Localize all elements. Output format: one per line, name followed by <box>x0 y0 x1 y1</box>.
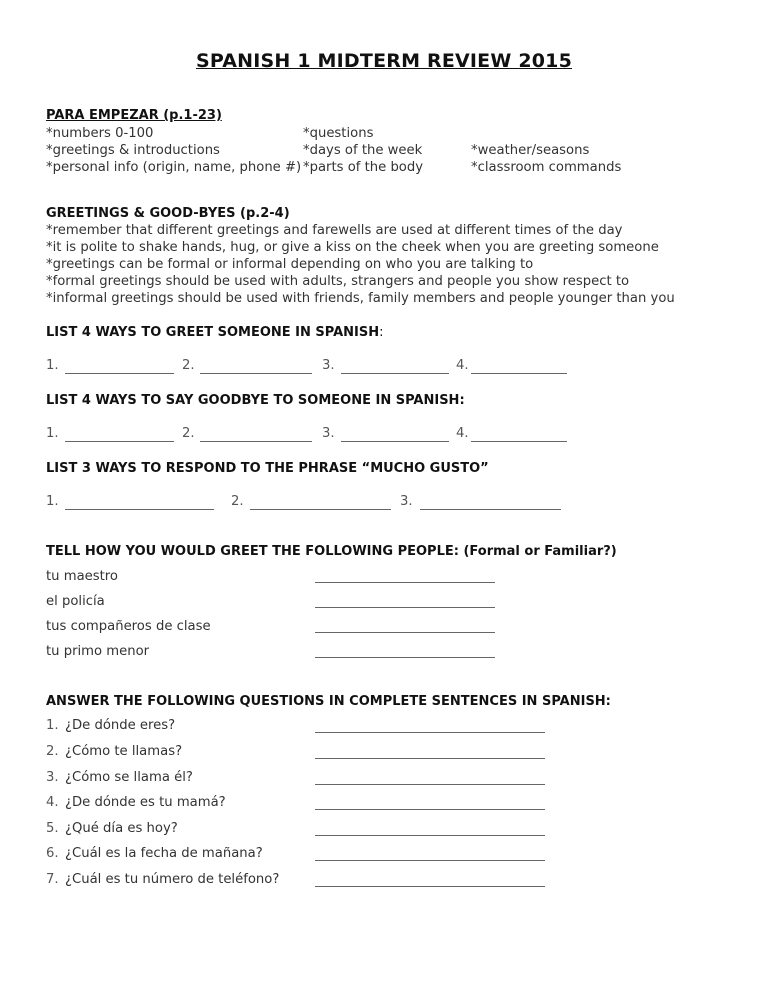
answer-number: 2. <box>182 426 195 441</box>
question-number: 5. <box>46 821 59 836</box>
question-number: 3. <box>46 770 59 785</box>
answer-number: 2. <box>182 358 195 373</box>
person-label: tu primo menor <box>46 644 150 659</box>
person-answer-blank[interactable] <box>315 632 495 633</box>
person-label: tus compañeros de clase <box>46 619 211 634</box>
question-number: 1. <box>46 718 59 733</box>
person-answer-blank[interactable] <box>315 657 495 658</box>
answer-number: 1. <box>46 358 59 373</box>
answer-number: 3. <box>400 494 413 509</box>
question-number: 6. <box>46 846 59 861</box>
question-answer-blank[interactable] <box>315 732 545 733</box>
answer-number: 3. <box>322 358 335 373</box>
greetings-notes <box>46 222 675 307</box>
answer-blank-2[interactable] <box>200 373 312 374</box>
question-number: 7. <box>46 872 59 887</box>
questions-heading: ANSWER THE FOLLOWING QUESTIONS IN COMPLETE SENTENCES IN SPANISH: <box>46 694 611 709</box>
person-label: tu maestro <box>46 569 119 584</box>
question-text: ¿De dónde eres? <box>65 718 176 733</box>
question-answer-blank[interactable] <box>315 886 545 887</box>
greetings-note: *it is polite to shake hands, hug, or give a kiss on the cheek when you are greeting someone <box>46 240 659 255</box>
greetings-note: *informal greetings should be used with friends, family members and people younger than you <box>46 291 675 306</box>
answer-blank-3[interactable] <box>341 373 449 374</box>
answer-number: 2. <box>231 494 244 509</box>
topic-item: *questions <box>303 126 374 141</box>
question-answer-blank[interactable] <box>315 860 545 861</box>
answer-blank-1[interactable] <box>65 441 174 442</box>
greet-people-heading: TELL HOW YOU WOULD GREET THE FOLLOWING PEOPLE: (Formal or Familiar?) <box>46 544 617 559</box>
answer-number: 4. <box>456 426 469 441</box>
answer-number: 1. <box>46 494 59 509</box>
topic-item: *days of the week <box>303 143 423 158</box>
topic-item: *numbers 0-100 <box>46 126 154 141</box>
answer-blank-2[interactable] <box>200 441 312 442</box>
question-text: ¿Cuál es la fecha de mañana? <box>65 846 263 861</box>
question-answer-blank[interactable] <box>315 784 545 785</box>
answer-blank-3[interactable] <box>341 441 449 442</box>
answer-blank-1[interactable] <box>65 373 174 374</box>
question-number: 4. <box>46 795 59 810</box>
list-mucho-gusto-heading: LIST 3 WAYS TO RESPOND TO THE PHRASE “MUCHO GUSTO” <box>46 461 489 476</box>
answer-blank-2[interactable] <box>250 509 391 510</box>
answer-number: 3. <box>322 426 335 441</box>
greetings-heading: GREETINGS & GOOD-BYES (p.2-4) <box>46 206 290 221</box>
question-answer-blank[interactable] <box>315 758 545 759</box>
answer-blank-1[interactable] <box>65 509 214 510</box>
topic-item: *personal info (origin, name, phone #) <box>46 160 302 175</box>
question-text: ¿De dónde es tu mamá? <box>65 795 226 810</box>
question-number: 2. <box>46 744 59 759</box>
topic-item: *greetings & introductions <box>46 143 220 158</box>
person-answer-blank[interactable] <box>315 582 495 583</box>
list-greet-heading <box>46 325 384 340</box>
list-greet-heading-text: LIST 4 WAYS TO GREET SOMEONE IN SPANISH <box>46 325 380 340</box>
greetings-note: *remember that different greetings and farewells are used at different times of the day <box>46 223 623 238</box>
topic-col-2 <box>303 125 423 176</box>
topic-item: *parts of the body <box>303 160 424 175</box>
answer-blank-4[interactable] <box>471 373 567 374</box>
greetings-note: *formal greetings should be used with adults, strangers and people you show respect to <box>46 274 630 289</box>
topic-item: *classroom commands <box>471 160 622 175</box>
topic-col-3 <box>471 142 621 176</box>
list-greet-colon: : <box>379 325 384 340</box>
greetings-note: *greetings can be formal or informal depending on who you are talking to <box>46 257 534 272</box>
topic-item: *weather/seasons <box>471 143 590 158</box>
topic-col-1 <box>46 125 301 176</box>
person-answer-blank[interactable] <box>315 607 495 608</box>
answer-number: 1. <box>46 426 59 441</box>
question-text: ¿Cuál es tu número de teléfono? <box>65 872 280 887</box>
page-title: SPANISH 1 MIDTERM REVIEW 2015 <box>195 50 573 72</box>
para-empezar-heading: PARA EMPEZAR (p.1-23) <box>46 108 222 123</box>
question-text: ¿Qué día es hoy? <box>65 821 178 836</box>
answer-number: 4. <box>456 358 469 373</box>
question-text: ¿Cómo se llama él? <box>65 770 193 785</box>
answer-blank-4[interactable] <box>471 441 567 442</box>
person-label: el policía <box>46 594 105 609</box>
question-answer-blank[interactable] <box>315 809 545 810</box>
question-text: ¿Cómo te llamas? <box>65 744 183 759</box>
answer-blank-3[interactable] <box>420 509 561 510</box>
question-answer-blank[interactable] <box>315 835 545 836</box>
list-goodbye-heading: LIST 4 WAYS TO SAY GOODBYE TO SOMEONE IN SPANISH: <box>46 393 465 408</box>
